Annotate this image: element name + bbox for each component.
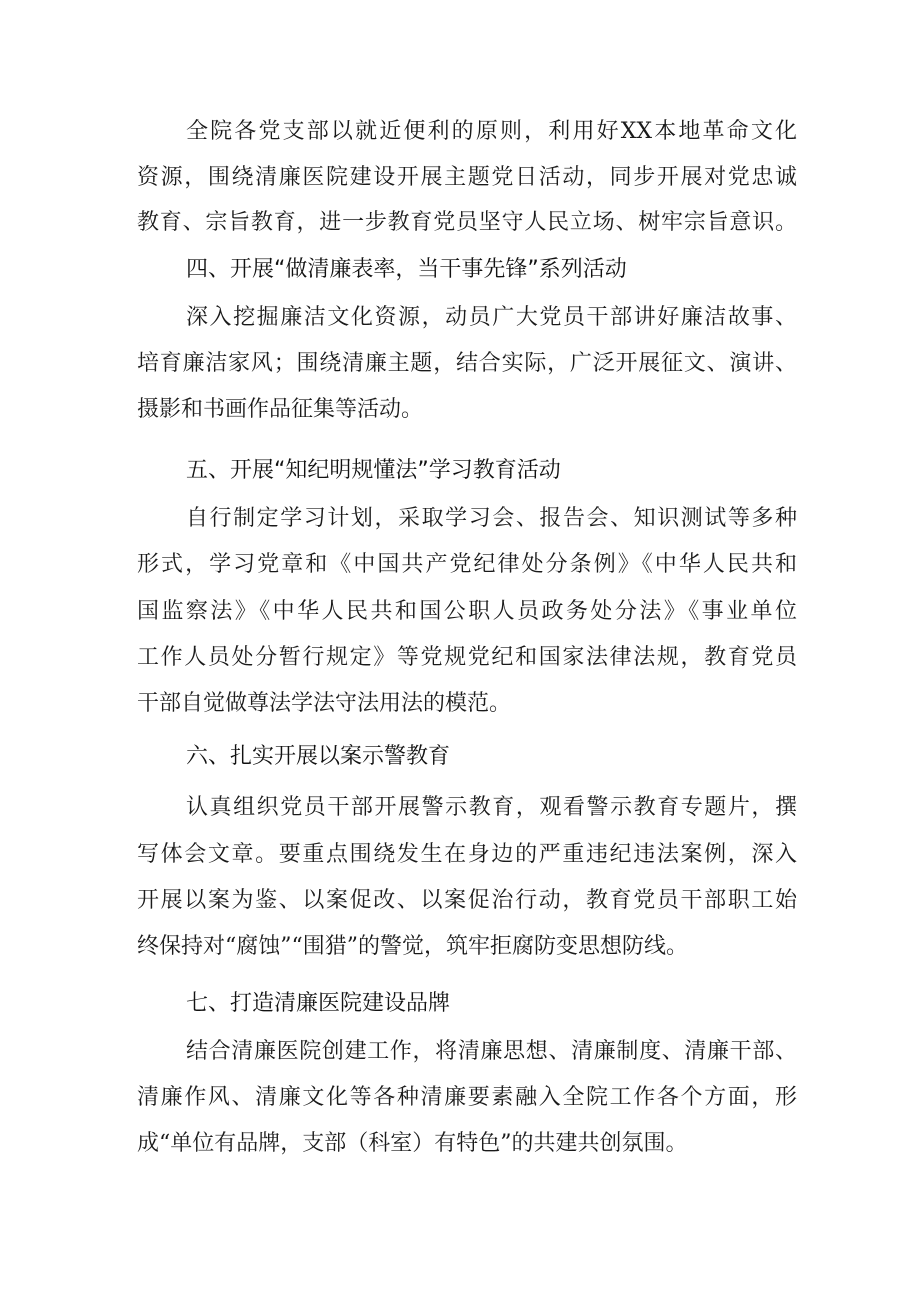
paragraph-line: 全院各党支部以就近便利的原则，利用好XX本地革命文化	[186, 119, 797, 144]
paragraph-line: 结合清廉医院创建工作，将清廉思想、清廉制度、清廉干部、	[186, 1039, 797, 1064]
paragraph-line: 资源，围绕清廉医院建设开展主题党日活动，同步开展对党忠诚	[137, 165, 797, 190]
paragraph-line: 教育、宗旨教育，进一步教育党员坚守人民立场、树牢宗旨意识。	[137, 210, 797, 235]
paragraph-line: 清廉作风、清廉文化等各种清廉要素融入全院工作各个方面，形	[137, 1085, 797, 1110]
paragraph-line: 干部自觉做尊法学法守法用法的模范。	[137, 691, 512, 716]
section-heading-5: 五、开展“知纪明规懂法”学习教育活动	[186, 458, 561, 483]
paragraph-line: 国监察法》《中华人民共和国公职人员政务处分法》《事业单位	[137, 599, 797, 624]
section-heading-4: 四、开展“做清廉表率，当干事先锋”系列活动	[186, 257, 627, 282]
section-heading-7: 七、打造清廉医院建设品牌	[186, 991, 451, 1016]
paragraph-line: 形式，学习党章和《中国共产党纪律处分条例》《中华人民共和	[137, 552, 797, 577]
section-heading-6: 六、扎实开展以案示警教育	[186, 744, 451, 769]
paragraph-line: 深入挖掘廉洁文化资源，动员广大党员干部讲好廉洁故事、	[186, 305, 797, 330]
paragraph-line: 写体会文章。要重点围绕发生在身边的严重违纪违法案例，深入	[137, 842, 797, 867]
paragraph-line: 认真组织党员干部开展警示教育，观看警示教育专题片，撰	[186, 795, 797, 820]
paragraph-line: 自行制定学习计划，采取学习会、报告会、知识测试等多种	[186, 506, 797, 531]
paragraph-line: 终保持对“腐蚀”“围猎”的警觉，筑牢拒腐防变思想防线。	[137, 934, 688, 959]
paragraph-line: 开展以案为鉴、以案促改、以案促治行动，教育党员干部职工始	[137, 888, 797, 913]
paragraph-line: 培育廉洁家风；围绕清廉主题，结合实际，广泛开展征文、演讲、	[137, 351, 797, 376]
paragraph-line: 成“单位有品牌，支部（科室）有特色”的共建共创氛围。	[137, 1131, 688, 1156]
paragraph-line: 工作人员处分暂行规定》等党规党纪和国家法律法规，教育党员	[137, 645, 797, 670]
paragraph-line: 摄影和书画作品征集等活动。	[137, 397, 424, 422]
